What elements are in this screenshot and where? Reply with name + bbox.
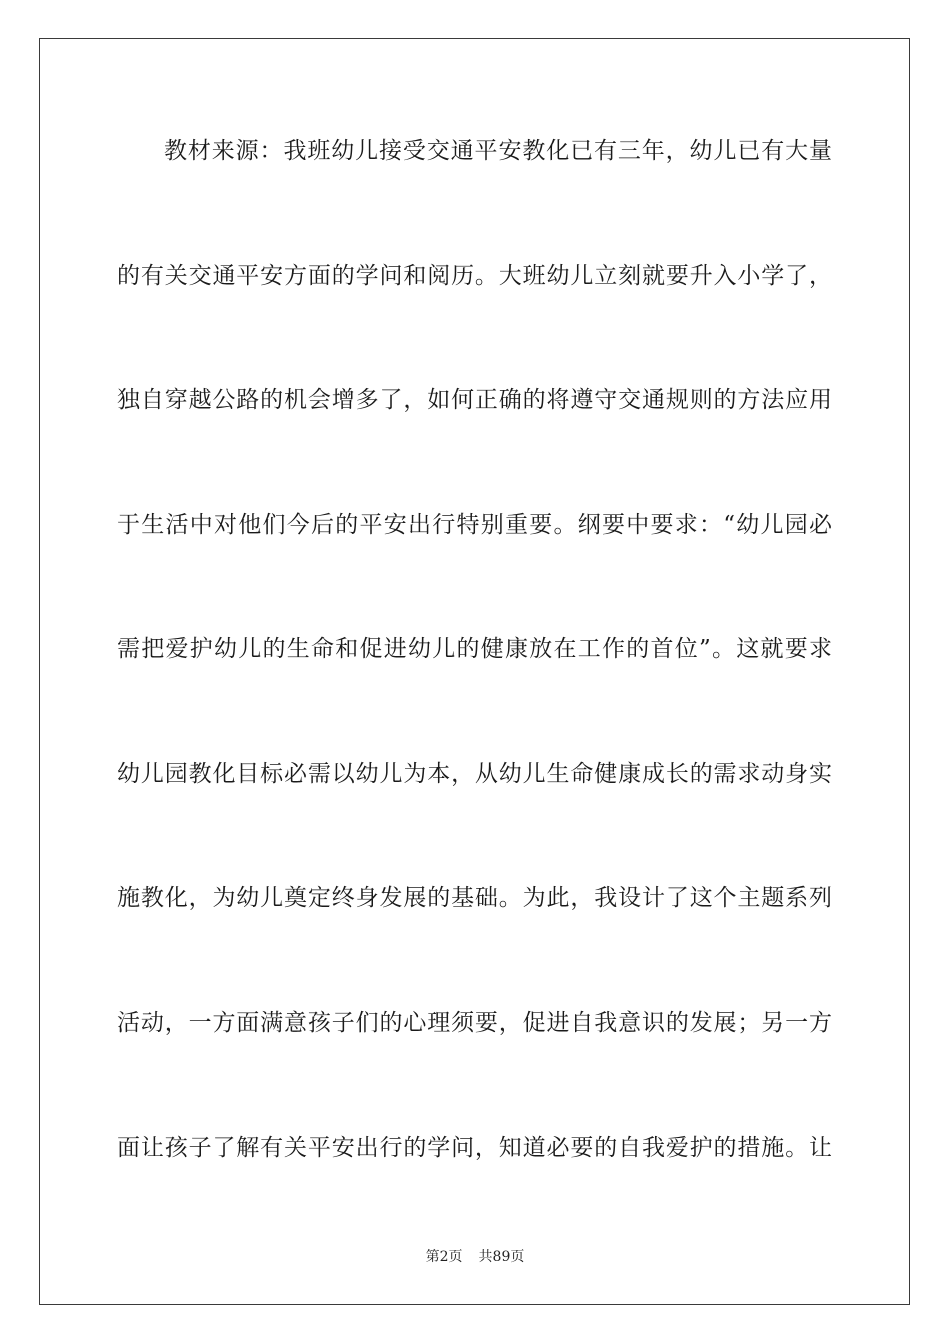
page-border	[39, 38, 910, 1305]
paragraph-line: 活动，一方面满意孩子们的心理须要，促进自我意识的发展；另一方	[117, 1010, 832, 1036]
paragraph-line: 教材来源：我班幼儿接受交通平安教化已有三年，幼儿已有大量	[164, 138, 832, 164]
page-total: 共89页	[478, 1249, 525, 1265]
paragraph-line: 的有关交通平安方面的学问和阅历。大班幼儿立刻就要升入小学了，	[117, 263, 832, 289]
paragraph-line: 需把爱护幼儿的生命和促进幼儿的健康放在工作的首位”。这就要求	[117, 636, 832, 662]
page-number: 第2页	[425, 1249, 463, 1265]
paragraph-line: 面让孩子了解有关平安出行的学问，知道必要的自我爱护的措施。让	[117, 1135, 832, 1161]
page-footer	[0, 1248, 950, 1266]
paragraph-line: 独自穿越公路的机会增多了，如何正确的将遵守交通规则的方法应用	[117, 387, 832, 413]
paragraph-line: 于生活中对他们今后的平安出行特别重要。纲要中要求：“幼儿园必	[117, 512, 832, 538]
paragraph-line: 幼儿园教化目标必需以幼儿为本，从幼儿生命健康成长的需求动身实	[117, 761, 832, 787]
paragraph-line: 施教化，为幼儿奠定终身发展的基础。为此，我设计了这个主题系列	[117, 885, 832, 911]
